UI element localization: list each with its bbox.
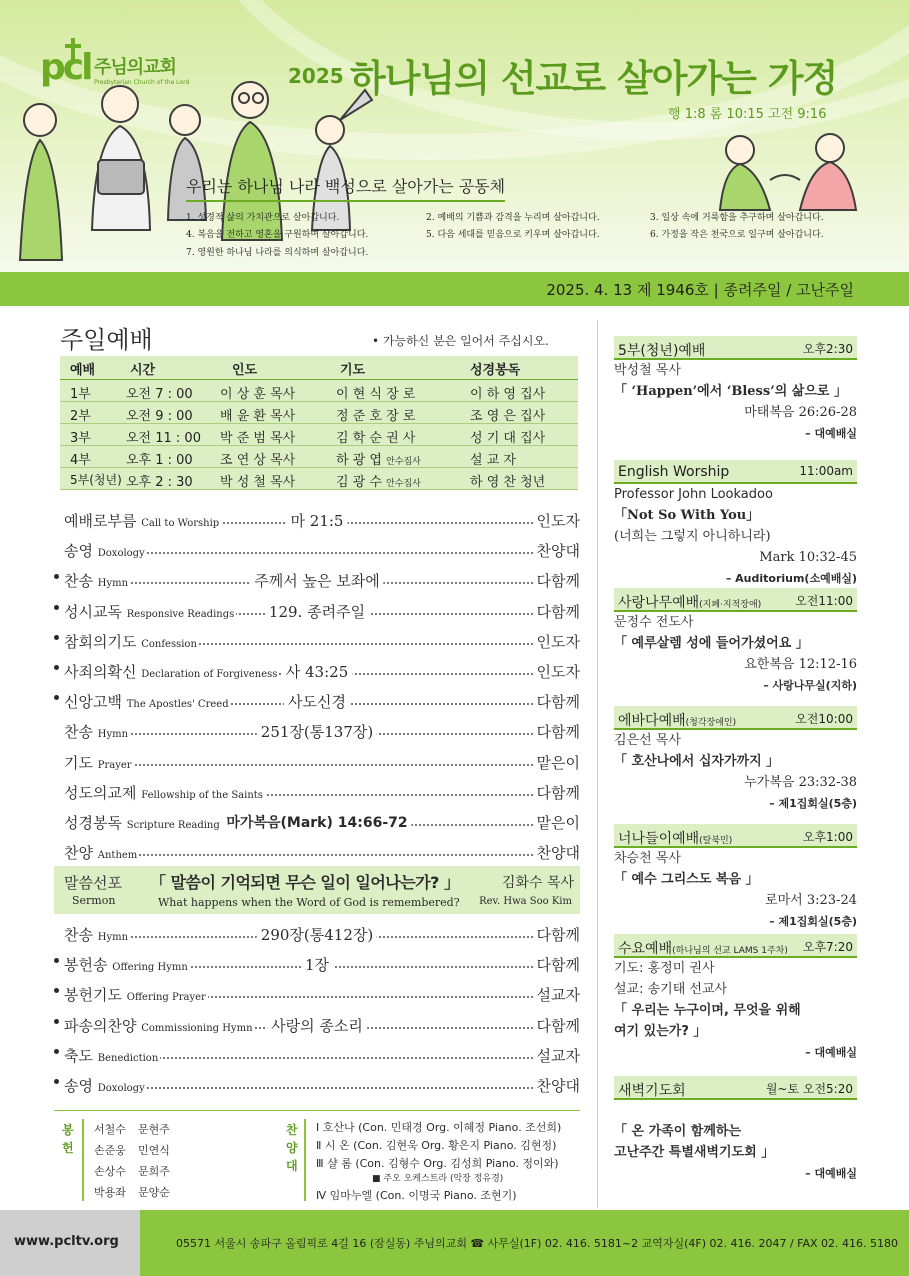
order-item — [54, 717, 580, 743]
order-label-en: Prayer — [97, 759, 132, 771]
column-header: 인도 — [232, 363, 258, 378]
service-title: 사랑나무예배 — [618, 595, 700, 611]
order-label-ko: 성경봉독 — [64, 814, 122, 832]
vow-item: 7. 영원한 하나님 나라를 의식하며 살아갑니다. — [186, 248, 369, 258]
service-leader: 박 준 범 목사 — [220, 431, 296, 446]
service-line: – 대예배실 — [805, 1046, 857, 1059]
order-responsible: 설교자 — [536, 986, 580, 1005]
leader-dots — [64, 764, 580, 766]
service-time: 오전10:00 — [795, 712, 853, 726]
service-prayer — [336, 449, 421, 468]
sermon-title-en: What happens when the Word of God is remembered? — [158, 896, 460, 909]
order-label — [64, 1075, 147, 1096]
offering-staff: 박용좌 — [94, 1186, 126, 1199]
service-leader: 조 연 상 목사 — [220, 453, 296, 468]
order-responsible: 찬양대 — [536, 542, 580, 561]
order-detail: 1장 — [301, 954, 333, 975]
service-subtitle: (지폐·지적장애) — [699, 600, 762, 610]
service-line: Professor John Lookadoo — [614, 487, 773, 502]
bullet-icon — [54, 635, 59, 640]
order-item — [54, 838, 580, 864]
order-label — [64, 1015, 255, 1036]
order-label-en: Responsive Readings — [126, 608, 235, 620]
service-prayer — [336, 471, 421, 490]
bullet-icon — [54, 1019, 59, 1024]
order-label-en: Anthem — [97, 850, 138, 862]
offering-staff: 손준웅 — [94, 1144, 126, 1157]
service-block-header — [614, 588, 857, 612]
order-label — [64, 721, 130, 742]
service-line: 김은선 목사 — [614, 733, 681, 748]
service-name: 3부 — [70, 431, 91, 446]
order-detail: 마 21:5 — [287, 510, 348, 531]
service-time: 오후2:30 — [802, 342, 853, 356]
order-responsible: 맡은이 — [536, 814, 580, 832]
service-block — [614, 706, 857, 814]
order-item — [54, 980, 580, 1006]
service-leader: 박 성 철 목사 — [220, 475, 296, 490]
order-label-en: Hymn — [97, 932, 129, 943]
choir-item: Ⅱ 시 온 (Con. 김현욱 Org. 황은지 Piano. 김현정) — [316, 1139, 557, 1152]
service-block-header — [614, 460, 857, 484]
column-header: 성경봉독 — [470, 363, 521, 378]
service-subtitle: (청각장애인) — [685, 718, 737, 728]
order-item — [54, 597, 580, 623]
service-line: 고난주간 특별새벽기도회 」 — [614, 1145, 775, 1160]
service-table — [60, 356, 578, 490]
service-block-title — [618, 340, 705, 360]
order-responsible: 다함께 — [536, 956, 580, 975]
order-item — [54, 687, 580, 713]
service-line: 차승천 목사 — [614, 851, 681, 866]
service-line: 「 호산나에서 십자가까지 」 — [614, 754, 780, 769]
logo-cross-icon: pcl — [40, 38, 88, 88]
service-title: 5부(청년)예배 — [618, 343, 706, 359]
service-time: 오전 7 : 00 — [126, 387, 193, 402]
order-label — [64, 601, 236, 622]
service-line: – 대예배실 — [805, 1167, 857, 1180]
order-label-ko: 성시교독 — [64, 602, 122, 621]
table-row — [60, 468, 578, 490]
service-block-title — [618, 464, 729, 480]
service-line: – 제1집회실(5층) — [769, 915, 857, 928]
choir-label: 양 — [286, 1141, 298, 1155]
offering-staff: 서철수 — [94, 1123, 126, 1136]
order-label — [64, 954, 190, 975]
service-line: 여기 있는가? 」 — [614, 1024, 707, 1039]
church-address: 05571 서울시 송파구 올림픽로 4길 16 (잠실동) 주님의교회 ☎ 사무실(1F) 02. 416. 5181~2 교역자실(4F) 02. 416. 2047 / FAX 02. 416. 5180 — [176, 1237, 899, 1250]
order-label-en: Benediction — [97, 1052, 159, 1064]
order-label — [64, 631, 199, 652]
order-responsible: 다함께 — [536, 783, 580, 802]
order-detail — [222, 812, 411, 832]
service-prayer — [336, 383, 415, 402]
service-leader: 이 상 훈 목사 — [220, 387, 296, 402]
vow-item: 2. 예배의 기쁨과 감격을 누리며 살아갑니다. — [426, 213, 600, 223]
service-line: 박성철 목사 — [614, 363, 681, 378]
prayer-name: 이 현 식 장 로 — [336, 387, 416, 402]
bullet-icon — [54, 988, 59, 993]
service-line: 「 ‘Happen’에서 ‘Bless’의 삶으로 」 — [614, 384, 847, 399]
order-detail: 290장(통412장) — [257, 924, 377, 945]
order-label-en: Declaration of Forgiveness — [141, 669, 278, 680]
scripture-ref: 마가복음(Mark) 14:66-72 — [226, 815, 408, 831]
staff-section — [54, 1110, 580, 1205]
order-detail: 주께서 높은 보좌에 — [250, 570, 383, 591]
order-responsible: 찬양대 — [536, 844, 580, 863]
service-reader: 성 기 대 집사 — [470, 431, 546, 446]
order-label-en: Confession — [141, 638, 197, 650]
issue-date: 2025. 4. 13 제 1946호 | 종려주일 / 고난주일 — [546, 281, 854, 299]
divider — [304, 1119, 306, 1201]
service-block — [614, 1076, 857, 1184]
prayer-title: 안수집사 — [386, 457, 421, 467]
offering-staff: 문현주 — [138, 1123, 170, 1136]
service-line: 누가복음 23:32-38 — [744, 775, 857, 790]
order-responsible: 다함께 — [536, 1016, 580, 1035]
service-line: 기도: 홍정미 권사 — [614, 961, 715, 976]
service-block-header — [614, 336, 857, 360]
order-responsible: 설교자 — [536, 1046, 580, 1065]
order-label-ko: 송영 — [64, 542, 93, 561]
order-label-ko: 봉헌기도 — [64, 986, 122, 1005]
offering-staff: 문희주 — [138, 1165, 170, 1178]
service-line: 「Not So With You」 — [614, 508, 760, 523]
vow-item: 3. 일상 속에 거룩함을 추구하며 살아갑니다. — [650, 213, 824, 223]
service-title: 에바다예배 — [618, 713, 686, 729]
service-line: 「 예루살렘 성에 들어가셨어요 」 — [614, 636, 809, 651]
website-link[interactable]: www.pcltv.org — [14, 1234, 119, 1249]
service-time: 11:00am — [799, 464, 853, 478]
service-block-title — [618, 828, 732, 848]
service-block — [614, 460, 857, 589]
order-label-ko: 송영 — [64, 1077, 93, 1095]
bullet-icon — [54, 1049, 59, 1054]
order-label-ko: 사죄의확신 — [64, 663, 137, 681]
order-label — [64, 1045, 160, 1066]
church-motto: 우리는 하나님 나라 백성으로 살아가는 공동체 — [186, 174, 505, 202]
order-label-ko: 봉헌송 — [64, 956, 108, 975]
service-line: – 사랑나무실(지하) — [763, 679, 857, 692]
order-detail: 사도신경 — [284, 691, 350, 712]
order-responsible: 인도자 — [536, 512, 580, 530]
service-line: (너희는 그렇지 아니하니라) — [614, 529, 771, 544]
service-block-title — [618, 592, 761, 612]
kneeling-illustration — [700, 120, 880, 220]
order-responsible: 인도자 — [536, 632, 580, 651]
order-label-ko: 성도의교제 — [64, 783, 137, 802]
service-line: 「 온 가족이 함께하는 — [614, 1124, 742, 1139]
prayer-name: 김 학 순 권 사 — [336, 431, 416, 446]
order-responsible: 다함께 — [536, 602, 580, 621]
other-services-column — [597, 320, 867, 1208]
order-label — [64, 691, 231, 712]
order-label — [64, 661, 279, 682]
stand-note: • 가능하신 분은 일어서 주십시오. — [372, 334, 549, 348]
prayer-name: 정 준 호 장 로 — [336, 409, 416, 424]
order-item — [54, 748, 580, 774]
footer-url-box — [0, 1210, 140, 1276]
sunday-worship-title: 주일예배 — [60, 326, 153, 354]
logo-subtitle: Presbyterian Church of the Lord — [94, 79, 190, 86]
bullet-icon — [54, 695, 59, 700]
column-header: 시간 — [130, 363, 156, 378]
order-label-ko: 찬양 — [64, 844, 93, 863]
service-block — [614, 934, 857, 1063]
order-label-en: Hymn — [97, 729, 129, 741]
order-item — [54, 1011, 580, 1037]
service-name: 5부(청년) — [70, 473, 122, 487]
service-line: 로마서 3:23-24 — [765, 893, 857, 908]
prayer-name: 김 광 수 — [336, 475, 387, 490]
column-header: 예배 — [70, 363, 96, 378]
vow-item: 4. 복음을 전하고 영혼을 구원하며 살아갑니다. — [186, 230, 369, 240]
service-title: 너나들이예배 — [618, 831, 700, 847]
choir-item: Ⅲ 샬 롬 (Con. 김형수 Org. 김성희 Piano. 정이와) — [316, 1157, 559, 1170]
order-detail: 129. 종려주일 — [265, 601, 369, 622]
order-label-en: Offering Hymn — [112, 962, 188, 974]
theme-year: 2025 — [288, 64, 344, 88]
sermon-box — [54, 866, 580, 914]
order-responsible: 찬양대 — [536, 1077, 580, 1095]
offering-staff: 손상수 — [94, 1165, 126, 1178]
order-label-ko: 찬송 — [64, 572, 93, 591]
service-line: 요한복음 12:12-16 — [744, 657, 857, 672]
order-item — [54, 1041, 580, 1067]
service-leader: 배 윤 환 목사 — [220, 409, 296, 424]
order-label-en: Doxology — [97, 548, 145, 560]
order-label-en: Scripture Reading — [126, 820, 220, 831]
choir-item: Ⅰ 호산나 (Con. 민태경 Org. 이혜정 Piano. 조선희) — [316, 1121, 562, 1134]
order-label — [64, 782, 265, 803]
service-block-header — [614, 1076, 857, 1100]
order-item — [54, 627, 580, 653]
order-label-ko: 기도 — [64, 753, 93, 772]
order-label-en: Commissioning Hymn — [141, 1022, 253, 1034]
service-reader: 설 교 자 — [470, 453, 516, 468]
bullet-icon — [54, 1079, 59, 1084]
column-header: 기도 — [340, 363, 366, 378]
service-title: English Worship — [618, 464, 730, 480]
service-block-header — [614, 934, 857, 958]
service-line: 「 우리는 누구이며, 무엇을 위해 — [614, 1003, 801, 1018]
order-item — [54, 566, 580, 592]
table-row — [60, 446, 578, 468]
order-responsible: 맡은이 — [536, 753, 580, 772]
service-block — [614, 588, 857, 696]
order-label — [64, 510, 221, 531]
order-item — [54, 657, 580, 683]
order-label-ko: 참회의기도 — [64, 632, 137, 651]
order-responsible: 다함께 — [536, 693, 580, 712]
offering-staff: 민연식 — [138, 1144, 170, 1157]
order-item — [54, 778, 580, 804]
service-line: 「 예수 그리스도 복음 」 — [614, 872, 759, 887]
bullet-icon — [54, 958, 59, 963]
logo-name: 주님의교회 — [94, 57, 176, 78]
choir-label: 찬 — [286, 1123, 298, 1137]
order-label — [64, 540, 147, 561]
service-reader: 조 영 은 집사 — [470, 409, 546, 424]
service-line: 문정수 전도사 — [614, 615, 694, 630]
bullet-icon — [54, 574, 59, 579]
table-row — [60, 380, 578, 402]
service-prayer — [336, 427, 415, 446]
order-item — [54, 808, 580, 834]
service-name: 4부 — [70, 453, 91, 468]
order-label — [64, 842, 139, 863]
service-line: Mark 10:32-45 — [759, 550, 857, 565]
order-label-en: Fellowship of the Saints — [141, 789, 263, 801]
order-responsible: 다함께 — [536, 572, 580, 591]
order-item — [54, 506, 580, 532]
service-line: 설교: 송기태 선교사 — [614, 982, 728, 997]
table-row — [60, 424, 578, 446]
sermon-label: 말씀선포 — [64, 874, 122, 892]
prayer-title: 안수집사 — [386, 479, 421, 489]
service-block-title — [618, 710, 736, 730]
order-label-en: Offering Prayer — [126, 992, 206, 1004]
table-header-row — [60, 356, 578, 380]
service-time: 오후1:00 — [802, 830, 853, 844]
offering-label: 헌 — [62, 1141, 74, 1155]
service-block-header — [614, 824, 857, 848]
theme-title: 하나님의 선교로 살아가는 가정 — [350, 57, 838, 100]
service-block-title — [618, 1080, 686, 1100]
theme-verses: 행 1:8 롬 10:15 고전 9:16 — [668, 107, 827, 122]
vow-item: 6. 가정을 작은 천국으로 일구며 살아갑니다. — [650, 230, 824, 240]
order-label-ko: 찬송 — [64, 926, 93, 944]
service-name: 2부 — [70, 409, 91, 424]
order-label — [64, 924, 130, 945]
order-detail: 사랑의 종소리 — [267, 1015, 367, 1036]
order-label-ko: 축도 — [64, 1046, 93, 1065]
orchestra-item: ■ 주오 오케스트라 (악장 정유경) — [372, 1174, 504, 1184]
date-bar — [0, 272, 909, 306]
order-item — [54, 920, 580, 946]
service-block — [614, 336, 857, 444]
order-responsible: 인도자 — [536, 663, 580, 681]
order-label — [64, 752, 134, 773]
sermon-preacher: 김화수 목사 — [501, 875, 574, 891]
service-time: 월~토 오전5:20 — [765, 1082, 853, 1096]
service-block-title — [618, 938, 788, 958]
service-title: 새벽기도회 — [618, 1083, 686, 1099]
prayer-name: 하 광 엽 — [336, 453, 387, 468]
bulletin-header — [0, 0, 909, 272]
order-label-en: Call to Worship — [141, 518, 220, 529]
sermon-preacher-en: Rev. Hwa Soo Kim — [479, 896, 572, 907]
bullet-icon — [54, 665, 59, 670]
service-time: 오후 1 : 00 — [126, 453, 193, 468]
order-item — [54, 950, 580, 976]
divider — [82, 1119, 84, 1201]
service-name: 1부 — [70, 387, 91, 402]
order-label — [64, 570, 130, 591]
service-line: 마태복음 26:26-28 — [744, 405, 857, 420]
service-reader: 하 영 찬 청년 — [470, 475, 546, 490]
order-responsible: 다함께 — [536, 926, 580, 944]
offering-staff: 문양순 — [138, 1186, 170, 1199]
vow-item: 5. 다음 세대를 믿음으로 키우며 살아갑니다. — [426, 230, 600, 240]
service-line: – 제1집회실(5층) — [769, 797, 857, 810]
service-time: 오전11:00 — [795, 594, 853, 608]
service-subtitle: (탈북민) — [699, 836, 733, 846]
order-label-en: Doxology — [97, 1083, 145, 1094]
order-label-ko: 찬송 — [64, 723, 93, 742]
order-detail: 사 43:25 — [282, 661, 353, 682]
leader-dots — [64, 854, 580, 856]
order-label-en: The Apostles' Creed — [126, 699, 229, 711]
order-item — [54, 1071, 580, 1097]
service-line: – 대예배실 — [805, 427, 857, 440]
offering-label: 봉 — [62, 1123, 74, 1137]
sermon-title: 「 말씀이 기억되면 무슨 일이 일어나는가? 」 — [150, 873, 460, 892]
order-label — [64, 984, 208, 1005]
service-line — [614, 1100, 857, 1121]
service-prayer — [336, 405, 415, 424]
service-subtitle: (하나님의 선교 LAMS 1주차) — [672, 946, 788, 956]
order-responsible: 다함께 — [536, 723, 580, 742]
order-label-ko: 신앙고백 — [64, 693, 122, 712]
order-item — [54, 536, 580, 562]
service-title: 수요예배 — [618, 941, 673, 957]
service-time: 오전 11 : 00 — [126, 431, 201, 446]
service-block — [614, 824, 857, 932]
vow-item: 1. 성경적 삶의 가치관으로 살아갑니다. — [186, 213, 340, 223]
order-label-ko: 파송의찬양 — [64, 1016, 137, 1035]
order-label-en: Hymn — [97, 578, 129, 590]
table-row — [60, 402, 578, 424]
sermon-label-en: Sermon — [72, 894, 116, 907]
service-line: – Auditorium(소예배실) — [725, 572, 857, 585]
bullet-icon — [54, 605, 59, 610]
service-time: 오후 2 : 30 — [126, 475, 193, 490]
choir-label: 대 — [286, 1159, 298, 1173]
order-label-ko: 예배로부름 — [64, 512, 137, 530]
service-time: 오전 9 : 00 — [126, 409, 193, 424]
service-reader: 이 하 영 집사 — [470, 387, 546, 402]
order-detail: 251장(통137장) — [257, 721, 377, 742]
choir-item: Ⅳ 임마누엘 (Con. 이명국 Piano. 조현기) — [316, 1189, 517, 1202]
service-block-header — [614, 706, 857, 730]
service-time: 오후7:20 — [802, 940, 853, 954]
footer — [0, 1210, 909, 1276]
order-label — [64, 812, 222, 833]
